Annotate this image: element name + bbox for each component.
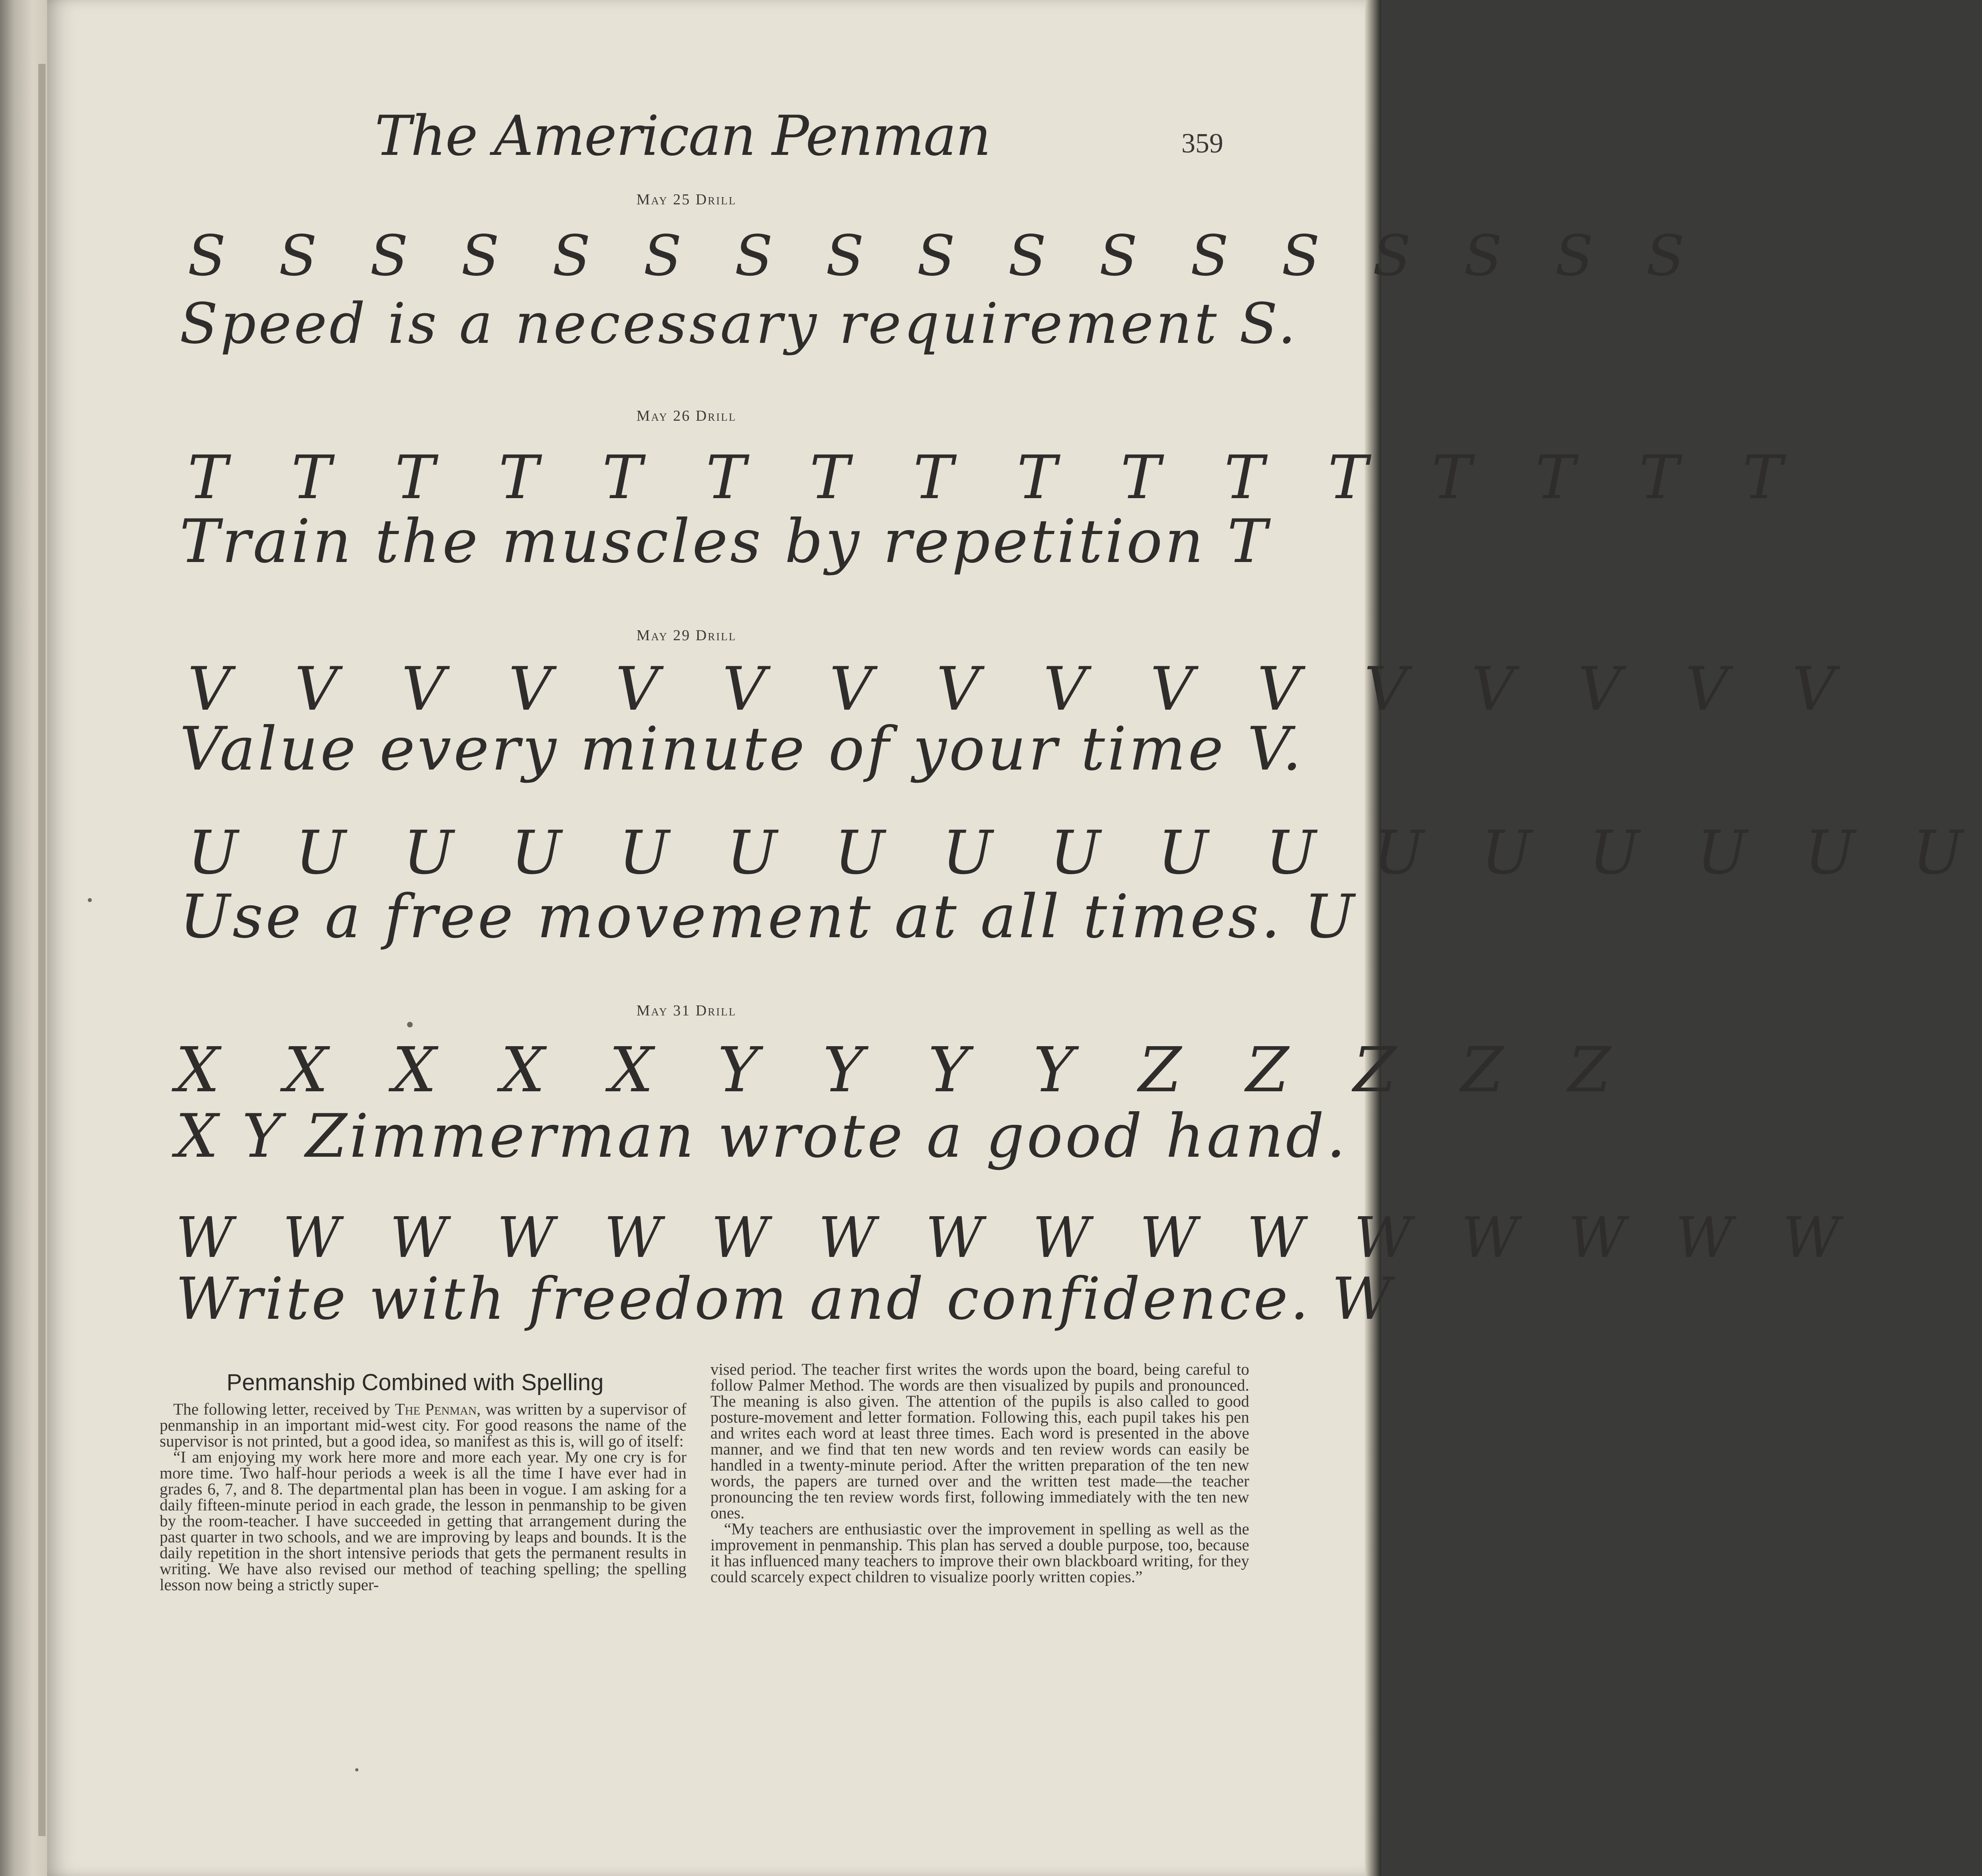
drill-heading-may-25: May 25 Drill bbox=[636, 191, 737, 208]
article-paragraph: vised period. The teacher first writes the words upon the board, being careful to follow Palmer Method. The words are then visualized by pupils and pronounced. The meaning is also given. The attention of the pupils is also called to good posture-movement and letter formation. Following this, each pupil takes his pen and writes each word at least three times. Each word is presented in the above manner, and we find that ten new words and ten review words can easily be handled in a twenty-minute period. After the written preparation of the ten new words, the papers are turned over and the written test made—the teacher pronouncing the ten review words first, following immediately with the ten new ones. bbox=[710, 1360, 1249, 1522]
drill-row-s-sentence: Speed is a necessary requirement S. bbox=[180, 291, 1298, 356]
drill-row-t-letters: T T T T T T T T T T T T T T T T bbox=[188, 443, 1805, 513]
masthead-title: The American Penman bbox=[374, 104, 991, 168]
drill-row-s-letters: S S S S S S S S S S S S S S S S S bbox=[188, 224, 1702, 289]
article-left-column bbox=[160, 1401, 686, 1593]
drill-row-w-letters: W W W W W W W W W W W W W W W W bbox=[176, 1205, 1856, 1270]
previous-page-edge bbox=[38, 64, 45, 1836]
magazine-name: The Penman, bbox=[395, 1400, 481, 1418]
article-right-column bbox=[710, 1361, 1249, 1585]
drill-row-v-letters: V V V V V V V V V V V V V V V V bbox=[188, 655, 1858, 724]
drill-row-t-sentence: Train the muscles by repetition T bbox=[180, 507, 1270, 576]
drill-heading-may-29: May 29 Drill bbox=[636, 627, 737, 644]
drill-row-u-letters: U U U U U U U U U U U U U U U U U bbox=[188, 818, 1982, 888]
book-spine bbox=[0, 0, 47, 1876]
article-text: The following letter, received by bbox=[173, 1400, 395, 1418]
drill-heading-may-31: May 31 Drill bbox=[636, 1002, 737, 1019]
drill-row-u-sentence: Use a free movement at all times. U bbox=[180, 882, 1357, 952]
drill-row-xyz-letters: X X X X X Y Y Y Y Z Z Z Z Z bbox=[176, 1034, 1634, 1106]
article-title: Penmanship Combined with Spelling bbox=[226, 1369, 604, 1395]
article-text: was written by a supervisor of penmanship in an important mid-west city. For good reasons the name of the supervisor is not printed, but a good idea, so manifest as this is, will go of itself: bbox=[160, 1400, 686, 1450]
drill-row-v-sentence: Value every minute of your time V. bbox=[180, 714, 1304, 784]
article-paragraph: “I am enjoying my work here more and more each year. My one cry is for more time. Two half-hour periods a week is all the time I have ever had in grades 6, 7, and 8. The departmental plan has been in vogue. I am asking for a daily fifteen-minute period in each grade, the lesson in penmanship to be given by the room-teacher. I have succeeded in getting that arrangement during the past quarter in two schools, and we are improving by leaps and bounds. It is the daily repetition in the short intensive periods that gets the permanent results in writing. We have also revised our method of teaching spelling; the spelling lesson now being a strictly super- bbox=[160, 1448, 686, 1594]
drill-heading-may-26: May 26 Drill bbox=[636, 408, 737, 424]
article-paragraph bbox=[160, 1401, 686, 1449]
paper-speck bbox=[407, 1022, 413, 1027]
drill-row-xyz-sentence: X Y Zimmerman wrote a good hand. bbox=[176, 1102, 1348, 1171]
article-paragraph: “My teachers are enthusiastic over the improvement in spelling as well as the improvement in penmanship. This plan has served a double purpose, too, because it has influenced many teachers to improve their own blackboard writing, for they could scarcely expect children to visualize poorly written copies.” bbox=[710, 1520, 1249, 1586]
paper-speck bbox=[355, 1768, 358, 1771]
page-number: 359 bbox=[1181, 128, 1223, 159]
paper-speck bbox=[88, 898, 92, 902]
drill-row-w-sentence: Write with freedom and confidence. W bbox=[176, 1265, 1394, 1333]
